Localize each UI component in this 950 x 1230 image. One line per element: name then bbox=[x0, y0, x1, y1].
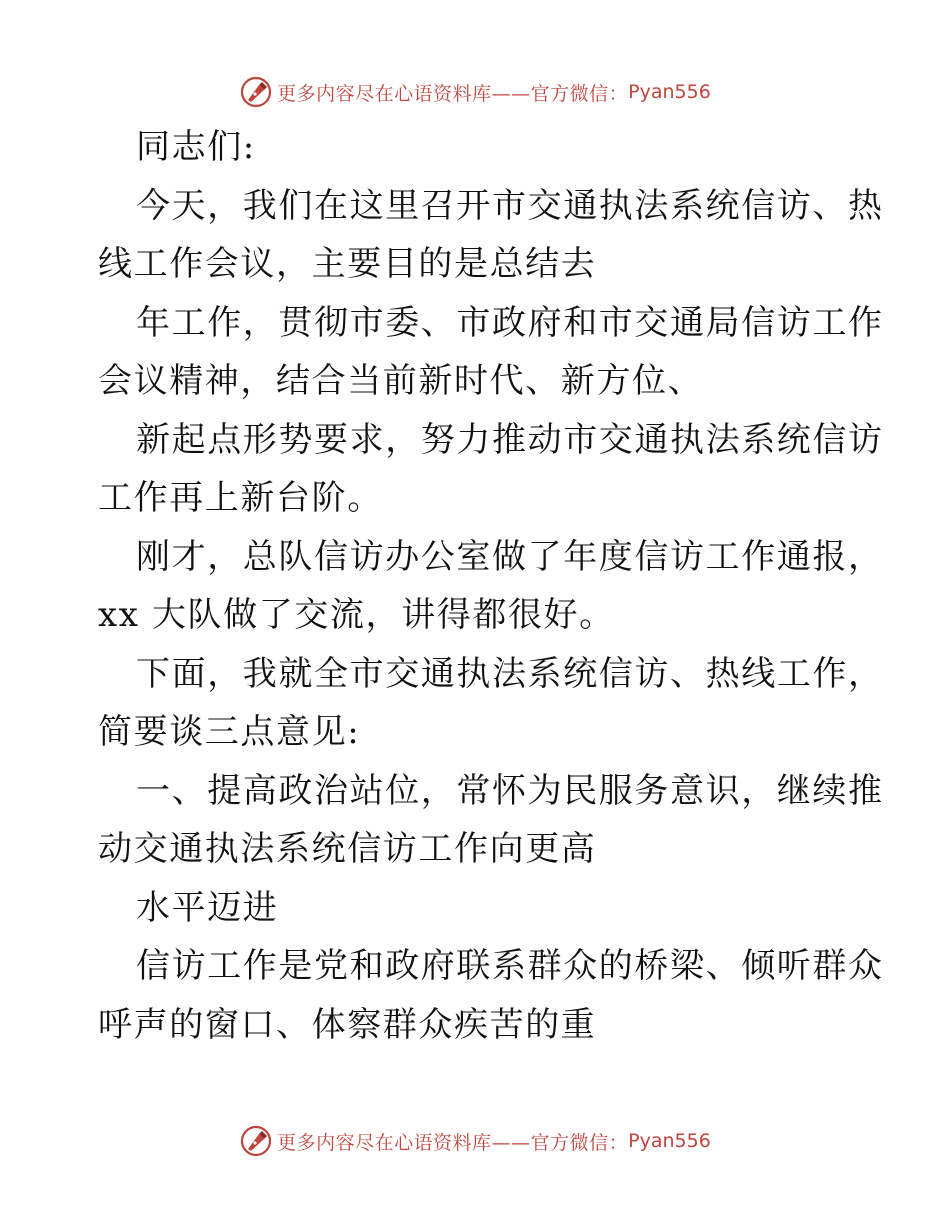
text-line: 工作再上新台阶。 bbox=[98, 478, 383, 518]
wechat-id: Pyan556 bbox=[628, 81, 711, 103]
wechat-id: Pyan556 bbox=[628, 1130, 711, 1152]
text-line: 呼声的窗口、体察群众疾苦的重 bbox=[98, 1004, 597, 1045]
text-line: 年工作，贯彻市委、市政府和市交通局信访工作 bbox=[136, 302, 884, 343]
text-line: 线工作会议，主要目的是总结去 bbox=[98, 244, 597, 284]
section-heading-line: 动交通执法系统信访工作向更高 bbox=[98, 829, 597, 869]
footer-watermark-banner bbox=[0, 1121, 950, 1161]
pen-nib-logo-icon bbox=[239, 1124, 273, 1158]
text-line: 刚才，总队信访办公室做了年度信访工作通报， bbox=[136, 536, 884, 577]
header-watermark-banner bbox=[0, 72, 950, 112]
text-line: 新起点形势要求，努力推动市交通执法系统信访 bbox=[136, 419, 884, 460]
document-body bbox=[98, 118, 884, 1054]
text-line: 信访工作是党和政府联系群众的桥梁、倾听群众 bbox=[136, 946, 884, 986]
salutation-line: 同志们: bbox=[136, 127, 256, 167]
text-line: 下面，我就全市交通执法系统信访、热线工作， bbox=[136, 653, 884, 694]
text-line: 今天，我们在这里召开市交通执法系统信访、热 bbox=[136, 185, 884, 226]
text-line: xx 大队做了交流，讲得都很好。 bbox=[98, 595, 615, 635]
brand-text: 更多内容尽在心语资料库——官方微信： bbox=[277, 1131, 629, 1154]
pen-nib-logo-icon bbox=[239, 75, 273, 109]
text-line: 简要谈三点意见: bbox=[98, 712, 361, 752]
section-heading-line: 一、提高政治站位，常怀为民服务意识，继续推 bbox=[136, 770, 884, 811]
section-heading-line: 水平迈进 bbox=[136, 887, 279, 928]
brand-text: 更多内容尽在心语资料库——官方微信： bbox=[277, 82, 629, 105]
text-line: 会议精神，结合当前新时代、新方位、 bbox=[98, 361, 704, 401]
